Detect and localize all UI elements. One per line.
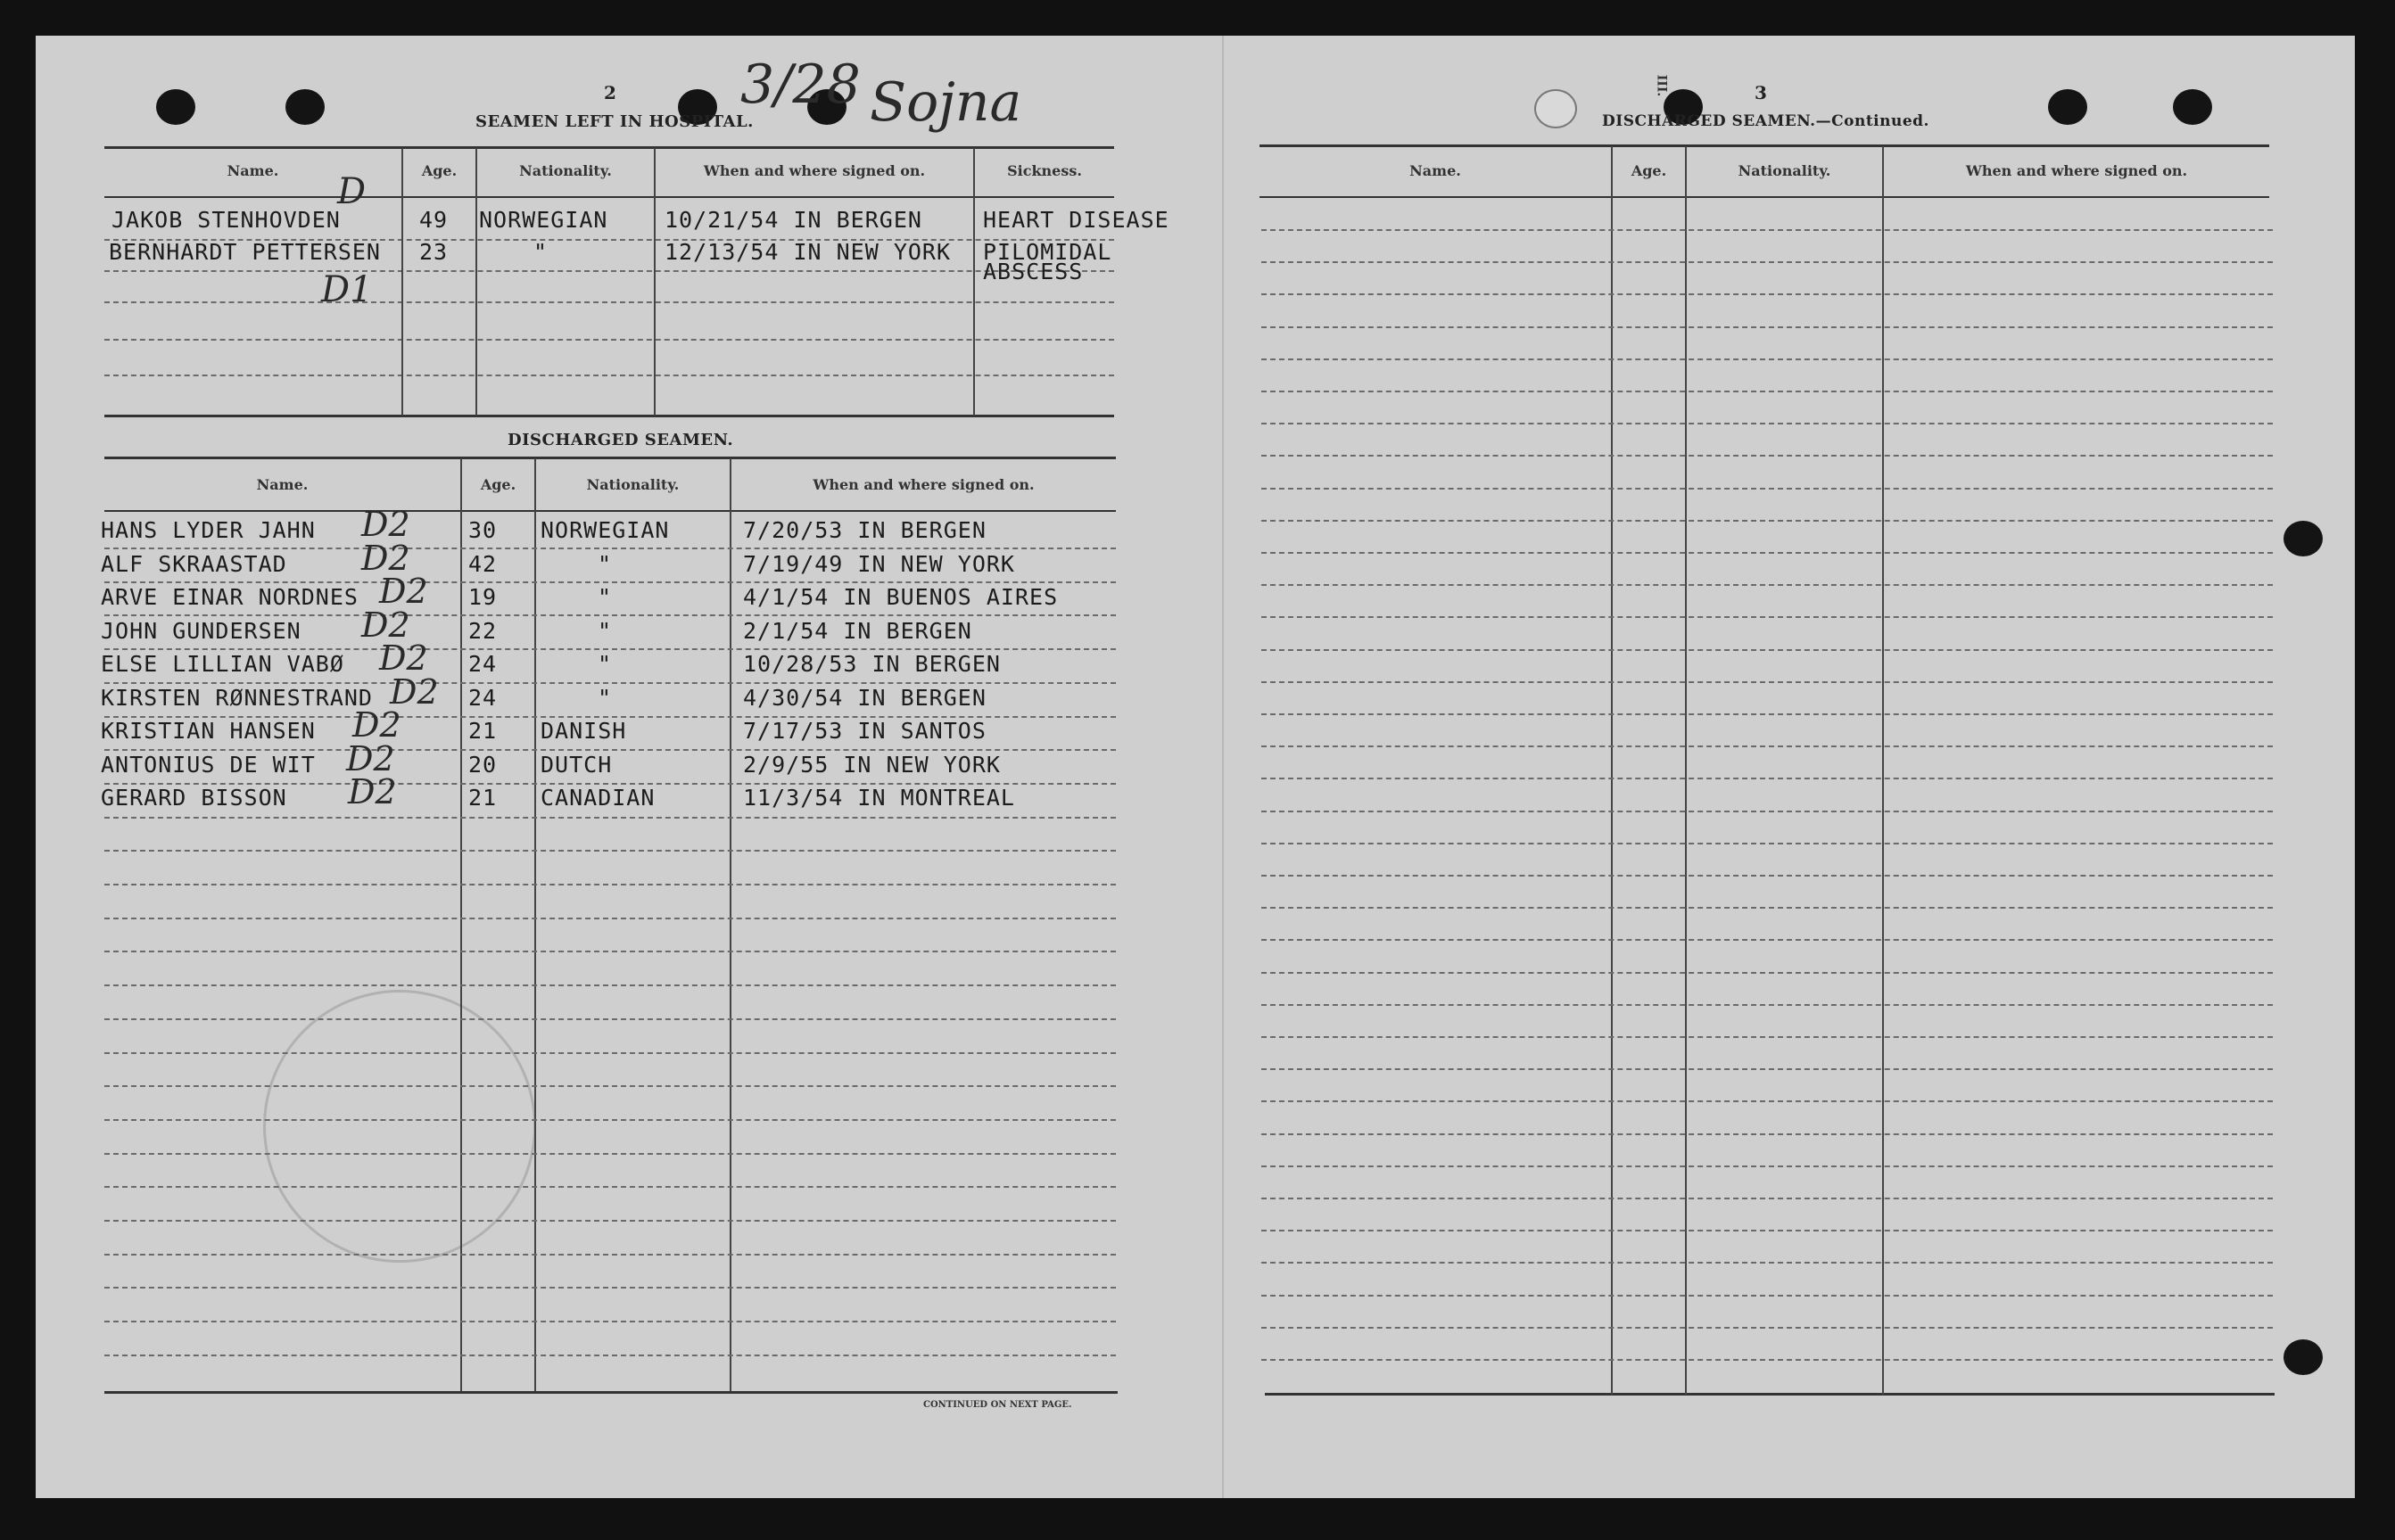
continued-note: CONTINUED ON NEXT PAGE. xyxy=(923,1400,1072,1410)
discharged-row-age: 19 xyxy=(468,584,498,610)
column-divider xyxy=(654,148,656,416)
discharged-table-top-rule xyxy=(104,457,1116,459)
row-line xyxy=(1261,1198,2273,1199)
header-signed-on: When and where signed on. xyxy=(813,476,1035,493)
punch-hole xyxy=(1534,89,1577,128)
header-age: Age. xyxy=(421,162,458,179)
row-line xyxy=(1261,391,2273,392)
hospital-row-signed-on: 12/13/54 IN NEW YORK xyxy=(665,239,952,265)
row-line xyxy=(1261,326,2273,328)
handwritten-date: 3/28 xyxy=(740,54,861,116)
punch-hole xyxy=(2284,521,2323,556)
hospital-row-age: 23 xyxy=(419,239,449,265)
row-line xyxy=(1261,1068,2273,1070)
row-line xyxy=(1261,1100,2273,1102)
discharged-row-name: HANS LYDER JAHN xyxy=(101,517,316,543)
row-line xyxy=(104,339,1114,341)
discharged-row-signed-on: 2/9/55 IN NEW YORK xyxy=(743,752,1001,778)
discharged-row-name: ELSE LILLIAN VABØ xyxy=(101,651,344,677)
handwritten-mark: D2 xyxy=(361,505,410,544)
header-name: Name. xyxy=(1409,162,1461,179)
discharged-row-nationality: " xyxy=(598,551,613,577)
hospital-row-name: JAKOB STENHOVDEN xyxy=(111,207,341,233)
hospital-row-sickness: HEART DISEASE xyxy=(983,207,1169,233)
right-table-bottom-rule xyxy=(1265,1393,2275,1396)
discharged-row-signed-on: 11/3/54 IN MONTREAL xyxy=(743,785,1015,811)
row-line xyxy=(104,1052,1116,1054)
handwritten-mark: D2 xyxy=(361,605,410,645)
row-line xyxy=(104,1321,1116,1322)
hospital-row-sickness-continued: ABSCESS xyxy=(983,259,1084,284)
discharged-row-nationality: NORWEGIAN xyxy=(541,517,670,543)
row-line xyxy=(104,581,1116,583)
discharged-row-nationality: " xyxy=(598,651,613,677)
discharged-row-age: 24 xyxy=(468,651,498,677)
row-line xyxy=(1261,1295,2273,1297)
row-line xyxy=(1261,875,2273,877)
header-nationality: Nationality. xyxy=(519,162,612,179)
row-line xyxy=(1261,423,2273,424)
row-line xyxy=(104,648,1116,650)
row-line xyxy=(1261,778,2273,779)
handwritten-mark: D2 xyxy=(352,705,401,745)
header-age: Age. xyxy=(480,476,516,493)
row-line xyxy=(1261,261,2273,263)
handwritten-mark: D xyxy=(337,171,367,212)
discharged-row-nationality: CANADIAN xyxy=(541,785,656,811)
hospital-table-bottom-rule xyxy=(104,415,1114,417)
header-name: Name. xyxy=(227,162,279,179)
handwritten-mark: D2 xyxy=(346,739,395,778)
discharged-row-name: ANTONIUS DE WIT xyxy=(101,752,316,778)
discharged-row-age: 30 xyxy=(468,517,498,543)
row-line xyxy=(104,1085,1116,1087)
row-line xyxy=(104,548,1116,549)
row-line xyxy=(1261,1262,2273,1264)
discharged-row-age: 20 xyxy=(468,752,498,778)
discharged-table-bottom-rule xyxy=(104,1391,1118,1394)
column-divider xyxy=(1685,146,1687,1395)
right-table-top-rule xyxy=(1259,144,2269,147)
row-line xyxy=(1261,681,2273,683)
row-line xyxy=(104,1153,1116,1155)
row-line xyxy=(1261,843,2273,844)
punch-hole xyxy=(2048,89,2087,125)
discharged-row-age: 24 xyxy=(468,685,498,711)
row-line xyxy=(104,1018,1116,1020)
right-table-header-rule xyxy=(1259,196,2269,198)
discharged-row-name: ALF SKRAASTAD xyxy=(101,551,287,577)
row-line xyxy=(104,270,1114,272)
row-line xyxy=(1261,488,2273,490)
column-divider xyxy=(1882,146,1884,1395)
header-name: Name. xyxy=(256,476,309,493)
discharged-row-nationality: DUTCH xyxy=(541,752,613,778)
row-line xyxy=(104,1186,1116,1188)
row-line xyxy=(104,375,1114,376)
row-line xyxy=(1261,584,2273,586)
row-line xyxy=(104,884,1116,885)
hospital-table-top-rule xyxy=(104,146,1114,149)
header-nationality: Nationality. xyxy=(586,476,680,493)
discharged-row-signed-on: 7/19/49 IN NEW YORK xyxy=(743,551,1015,577)
column-divider xyxy=(1611,146,1613,1395)
row-line xyxy=(1261,358,2273,360)
row-line xyxy=(1261,713,2273,715)
row-line xyxy=(1261,1230,2273,1231)
hospital-row-age: 49 xyxy=(419,207,449,233)
row-line xyxy=(104,1355,1116,1356)
row-line xyxy=(104,984,1116,986)
row-line xyxy=(1261,907,2273,909)
row-line xyxy=(104,850,1116,852)
row-line xyxy=(1261,1133,2273,1135)
row-line xyxy=(104,1287,1116,1289)
left-page-number: 2 xyxy=(604,82,616,103)
discharged-row-signed-on: 4/30/54 IN BERGEN xyxy=(743,685,987,711)
discharged-row-name: KIRSTEN RØNNESTRAND xyxy=(101,685,373,711)
column-divider xyxy=(475,148,477,416)
row-line xyxy=(104,1254,1116,1256)
discharged-row-nationality: DANISH xyxy=(541,718,627,744)
discharged-row-nationality: " xyxy=(598,685,613,711)
right-page-number: 3 xyxy=(1755,82,1767,103)
row-line xyxy=(1261,520,2273,522)
discharged-row-name: ARVE EINAR NORDNES xyxy=(101,584,359,610)
row-line xyxy=(104,1220,1116,1222)
discharged-row-name: KRISTIAN HANSEN xyxy=(101,718,316,744)
handwritten-mark: D1 xyxy=(321,269,373,310)
header-signed-on: When and where signed on. xyxy=(1965,162,2188,179)
punch-hole xyxy=(285,89,325,125)
row-line xyxy=(1261,1359,2273,1361)
header-signed-on: When and where signed on. xyxy=(703,162,926,179)
row-line xyxy=(1261,1327,2273,1329)
header-nationality: Nationality. xyxy=(1738,162,1831,179)
punch-hole xyxy=(156,89,195,125)
row-line xyxy=(1261,229,2273,231)
handwritten-mark: D2 xyxy=(390,672,439,712)
hospital-row-nationality: " xyxy=(533,239,549,265)
row-line xyxy=(1261,939,2273,941)
row-line xyxy=(1261,293,2273,295)
hospital-table-header-rule xyxy=(104,196,1114,198)
discharged-row-age: 42 xyxy=(468,551,498,577)
row-line xyxy=(1261,649,2273,651)
discharged-table-header-rule xyxy=(104,510,1116,512)
row-line xyxy=(104,749,1116,751)
discharged-row-age: 21 xyxy=(468,785,498,811)
hospital-row-signed-on: 10/21/54 IN BERGEN xyxy=(665,207,922,233)
handwritten-mark: D2 xyxy=(348,772,397,811)
header-sickness: Sickness. xyxy=(1007,162,1082,179)
handwritten-mark: D2 xyxy=(379,638,428,678)
discharged-row-nationality: " xyxy=(598,618,613,644)
hospital-row-name: BERNHARDT PETTERSEN xyxy=(109,239,381,265)
row-line xyxy=(104,301,1114,303)
official-stamp xyxy=(263,990,536,1263)
row-line xyxy=(104,1119,1116,1121)
column-divider xyxy=(730,458,731,1391)
punch-hole xyxy=(2173,89,2212,125)
row-line xyxy=(104,614,1116,616)
page-fold xyxy=(1222,36,1224,1498)
right-section-title: DISCHARGED SEAMEN.—Continued. xyxy=(1602,112,1929,130)
discharged-row-signed-on: 2/1/54 IN BERGEN xyxy=(743,618,972,644)
hospital-row-nationality: NORWEGIAN xyxy=(479,207,608,233)
discharged-row-signed-on: 4/1/54 IN BUENOS AIRES xyxy=(743,584,1059,610)
row-line xyxy=(104,682,1116,684)
row-line xyxy=(1261,455,2273,457)
header-age: Age. xyxy=(1631,162,1667,179)
margin-mark: III. xyxy=(1654,74,1669,97)
row-line xyxy=(1261,1165,2273,1167)
handwritten-signature: Sojna xyxy=(870,71,1022,134)
row-line xyxy=(104,918,1116,919)
hospital-section-title: SEAMEN LEFT IN HOSPITAL. xyxy=(475,112,754,131)
discharged-row-age: 22 xyxy=(468,618,498,644)
discharged-row-age: 21 xyxy=(468,718,498,744)
row-line xyxy=(104,817,1116,819)
column-divider xyxy=(401,148,403,416)
discharged-row-name: GERARD BISSON xyxy=(101,785,287,811)
discharged-row-nationality: " xyxy=(598,584,613,610)
column-divider xyxy=(973,148,975,416)
row-line xyxy=(1261,552,2273,554)
row-line xyxy=(1261,1036,2273,1038)
row-line xyxy=(104,951,1116,952)
row-line xyxy=(1261,616,2273,618)
hospital-row-sickness: PILOMIDAL xyxy=(983,239,1112,265)
row-line xyxy=(1261,811,2273,812)
discharged-row-signed-on: 7/20/53 IN BERGEN xyxy=(743,517,987,543)
discharged-row-signed-on: 10/28/53 IN BERGEN xyxy=(743,651,1001,677)
handwritten-mark: D2 xyxy=(361,539,410,578)
row-line xyxy=(1261,1004,2273,1006)
column-divider xyxy=(534,458,536,1391)
discharged-row-signed-on: 7/17/53 IN SANTOS xyxy=(743,718,987,744)
discharged-row-name: JOHN GUNDERSEN xyxy=(101,618,301,644)
handwritten-mark: D2 xyxy=(379,572,428,611)
punch-hole xyxy=(2284,1339,2323,1375)
row-line xyxy=(1261,745,2273,747)
column-divider xyxy=(460,458,462,1391)
row-line xyxy=(1261,972,2273,974)
discharged-section-title: DISCHARGED SEAMEN. xyxy=(508,431,734,449)
